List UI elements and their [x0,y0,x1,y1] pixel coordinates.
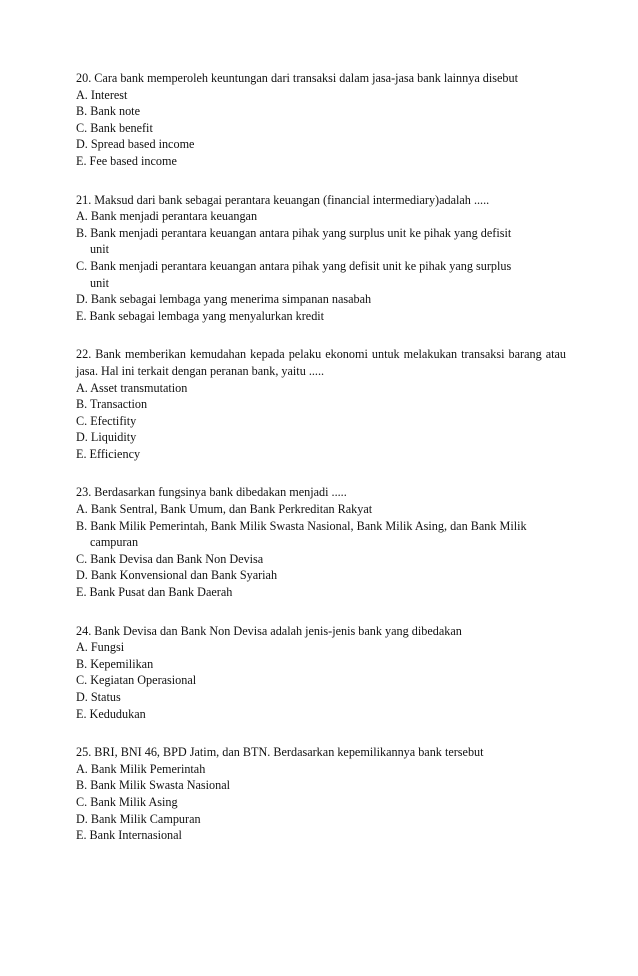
answer-option: E. Bank Internasional [76,828,182,843]
question-block [76,346,566,462]
question-block [76,744,566,844]
question-block [76,623,566,723]
answer-option: C. Kegiatan Operasional [76,673,197,688]
answer-option: B. Transaction [76,397,148,412]
answer-option: B. Bank menjadi perantara keuangan antara pihak yang surplus unit ke pihak yang defisit [76,225,512,240]
answer-option: B. Bank Milik Pemerintah, Bank Milik Swasta Nasional, Bank Milik Asing, dan Bank Milik [76,518,527,533]
answer-option: A. Bank Milik Pemerintah [76,761,206,776]
answer-option: D. Bank Milik Campuran [76,811,201,826]
answer-option: A. Asset transmutation [76,380,188,395]
question-block [76,192,566,325]
question-block [76,70,566,170]
answer-option: B. Bank note [76,104,140,119]
answer-option: A. Bank Sentral, Bank Umum, dan Bank Perkreditan Rakyat [76,502,373,517]
answer-option: E. Efficiency [76,446,141,461]
answer-option: D. Bank Konvensional dan Bank Syariah [76,568,278,583]
answer-option: A. Interest [76,87,128,102]
answer-option-continuation: unit [90,275,109,290]
question-block [76,484,566,600]
question-stem: 25. BRI, BNI 46, BPD Jatim, dan BTN. Berdasarkan kepemilikannya bank tersebut [76,745,484,760]
answer-option: E. Kedudukan [76,706,146,721]
question-stem: 21. Maksud dari bank sebagai perantara keuangan (financial intermediary)adalah ..... [76,192,490,207]
answer-option: A. Fungsi [76,640,125,655]
answer-option: C. Efectifity [76,413,137,428]
answer-option: E. Fee based income [76,153,177,168]
answer-option-continuation: campuran [90,535,139,550]
answer-option: E. Bank Pusat dan Bank Daerah [76,585,233,600]
answer-option: A. Bank menjadi perantara keuangan [76,209,258,224]
answer-option: D. Spread based income [76,137,195,152]
question-stem: 22. Bank memberikan kemudahan kepada pelaku ekonomi untuk melakukan transaksi barang atau jasa. Hal ini terkait dengan peranan bank, yaitu ..... [76,347,566,378]
answer-option: E. Bank sebagai lembaga yang menyalurkan kredit [76,308,325,323]
answer-option: C. Bank Milik Asing [76,794,178,809]
question-stem: 24. Bank Devisa dan Bank Non Devisa adalah jenis-jenis bank yang dibedakan [76,623,462,638]
answer-option: D. Bank sebagai lembaga yang menerima simpanan nasabah [76,292,372,307]
document-page [76,70,566,866]
question-stem: 20. Cara bank memperoleh keuntungan dari transaksi dalam jasa-jasa bank lainnya disebut [76,71,518,85]
answer-option: C. Bank benefit [76,120,153,135]
answer-option: B. Kepemilikan [76,656,154,671]
answer-option-continuation: unit [90,242,109,257]
answer-option: C. Bank Devisa dan Bank Non Devisa [76,551,264,566]
answer-option: D. Status [76,690,121,704]
answer-option: D. Liquidity [76,430,137,445]
answer-option: C. Bank menjadi perantara keuangan antara pihak yang defisit unit ke pihak yang surplus [76,258,512,273]
answer-option: B. Bank Milik Swasta Nasional [76,778,231,793]
question-stem: 23. Berdasarkan fungsinya bank dibedakan menjadi ..... [76,485,347,500]
